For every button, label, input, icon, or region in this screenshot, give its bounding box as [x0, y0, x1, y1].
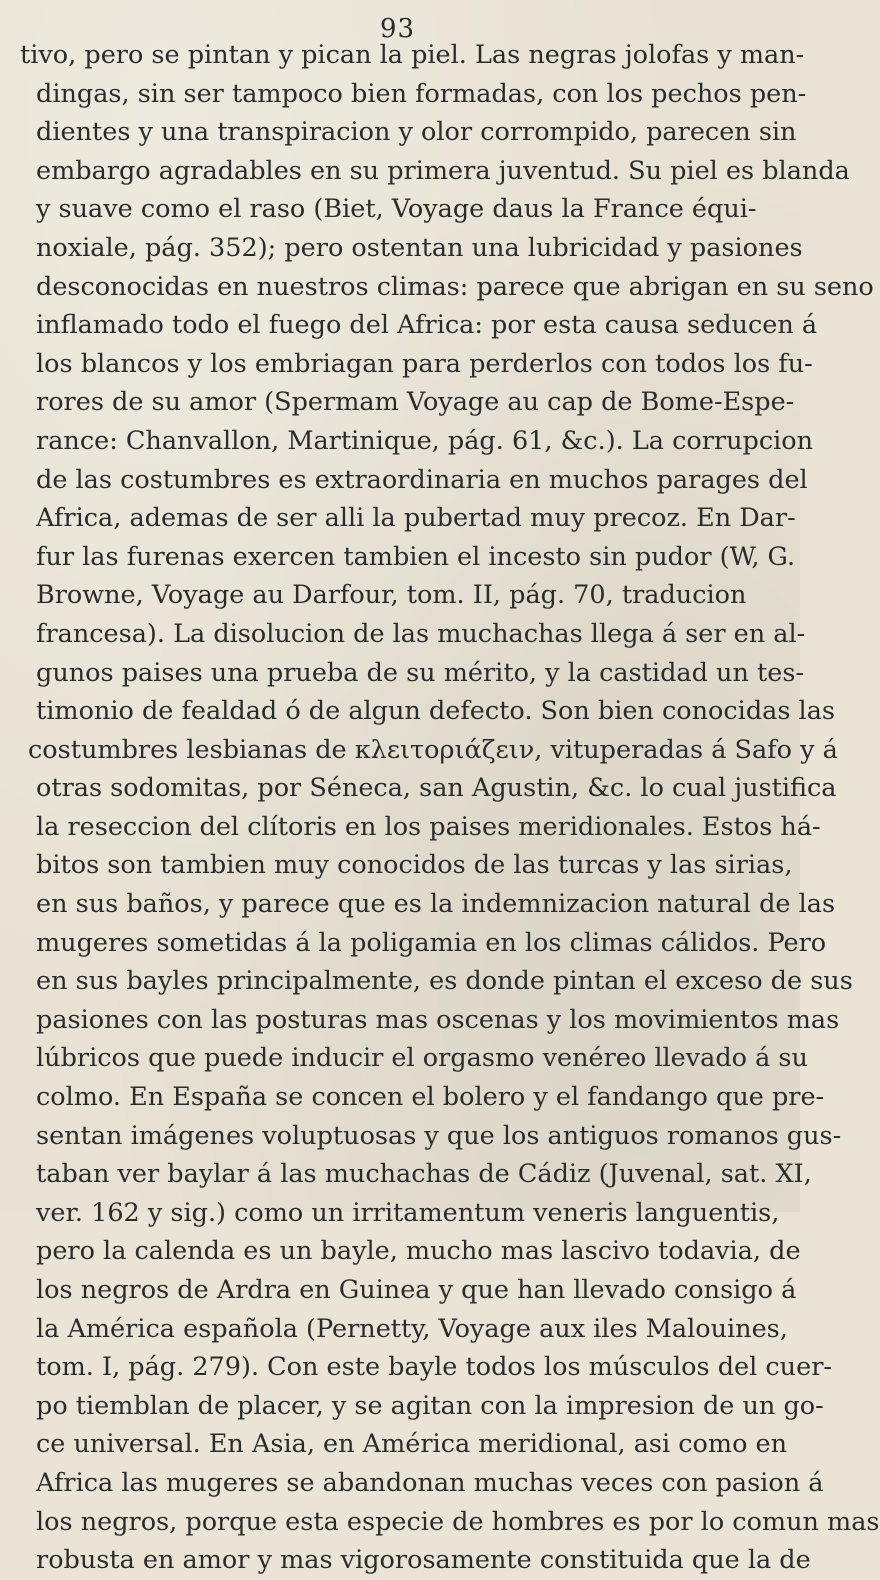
text-line: colmo. En España se concen el bolero y el fandango que pre-	[36, 1082, 825, 1113]
text-line: Africa las mugeres se abandonan muchas veces con pasion á	[36, 1467, 824, 1498]
text-line: timonio de fealdad ó de algun defecto. Son bien conocidas las	[36, 696, 835, 727]
text-line: noxiale, pág. 352); pero ostentan una lubricidad y pasiones	[36, 232, 803, 263]
text-line: po tiemblan de placer, y se agitan con la impresion de un go-	[36, 1390, 824, 1421]
text-line: robusta en amor y mas vigorosamente constituida que la de	[36, 1545, 811, 1576]
text-line: francesa). La disolucion de las muchachas llega á ser en al-	[36, 618, 806, 649]
page-number: 93	[380, 14, 416, 44]
text-line: dingas, sin ser tampoco bien formadas, con los pechos pen-	[36, 78, 807, 109]
text-line: la América española (Pernetty, Voyage aux iles Malouines,	[36, 1313, 788, 1344]
text-line: pasiones con las posturas mas oscenas y los movimientos mas	[36, 1004, 840, 1035]
text-line: ver. 162 y sig.) como un irritamentum veneris languentis,	[36, 1197, 780, 1228]
text-line: en sus bayles principalmente, es donde pintan el exceso de sus	[36, 966, 853, 997]
text-line: los negros, porque esta especie de hombres es por lo comun mas	[36, 1506, 880, 1537]
text-line: rores de su amor (Spermam Voyage au cap de Bome-Espe-	[36, 387, 795, 418]
text-line: gunos paises una prueba de su mérito, y la castidad un tes-	[36, 657, 805, 688]
body-text	[20, 36, 880, 1580]
text-line: inflamado todo el fuego del Africa: por esta causa seducen á	[36, 310, 818, 341]
text-line: en sus baños, y parece que es la indemnizacion natural de las	[36, 889, 836, 920]
text-line: los blancos y los embriagan para perderlos con todos los fu-	[36, 348, 813, 379]
text-line: de las costumbres es extraordinaria en muchos parages del	[36, 464, 808, 495]
text-line: sentan imágenes voluptuosas y que los antiguos romanos gus-	[36, 1120, 842, 1151]
text-line: tom. I, pág. 279). Con este bayle todos los músculos del cuer-	[36, 1352, 833, 1383]
text-line: embargo agradables en su primera juventud. Su piel es blanda	[36, 155, 850, 186]
text-line: la reseccion del clítoris en los paises meridionales. Estos há-	[36, 811, 821, 842]
text-line: taban ver baylar á las muchachas de Cádiz (Juvenal, sat. XI,	[36, 1159, 812, 1190]
text-line: dientes y una transpiracion y olor corrompido, parecen sin	[36, 117, 797, 148]
text-line: bitos son tambien muy conocidos de las turcas y las sirias,	[36, 850, 793, 881]
text-line: rance: Chanvallon, Martinique, pág. 61, &c.). La corrupcion	[36, 425, 814, 456]
text-line: Africa, ademas de ser alli la pubertad muy precoz. En Dar-	[36, 503, 796, 534]
text-line: y suave como el raso (Biet, Voyage daus la France équi-	[36, 194, 757, 225]
text-line: pero la calenda es un bayle, mucho mas lascivo todavia, de	[36, 1236, 801, 1267]
text-line: desconocidas en nuestros climas: parece que abrigan en su seno	[36, 271, 874, 302]
text-line: los negros de Ardra en Guinea y que han llevado consigo á	[36, 1275, 797, 1305]
text-line: fur las furenas exercen tambien el incesto sin pudor (W, G.	[36, 541, 796, 572]
text-line: ce universal. En Asia, en América meridional, asi como en	[36, 1429, 788, 1460]
text-line: costumbres lesbianas de κλειτοριάζειν, vituperadas á Safo y á	[28, 734, 838, 765]
text-line: otras sodomitas, por Séneca, san Agustin, &c. lo cual justifica	[36, 773, 837, 804]
text-line: lúbricos que puede inducir el orgasmo venéreo llevado á su	[36, 1043, 808, 1074]
text-line: Browne, Voyage au Darfour, tom. II, pág. 70, traducion	[36, 580, 747, 611]
text-line: tivo, pero se pintan y pican la piel. Las negras jolofas y man-	[20, 40, 805, 70]
text-line: mugeres sometidas á la poligamia en los climas cálidos. Pero	[36, 927, 827, 958]
